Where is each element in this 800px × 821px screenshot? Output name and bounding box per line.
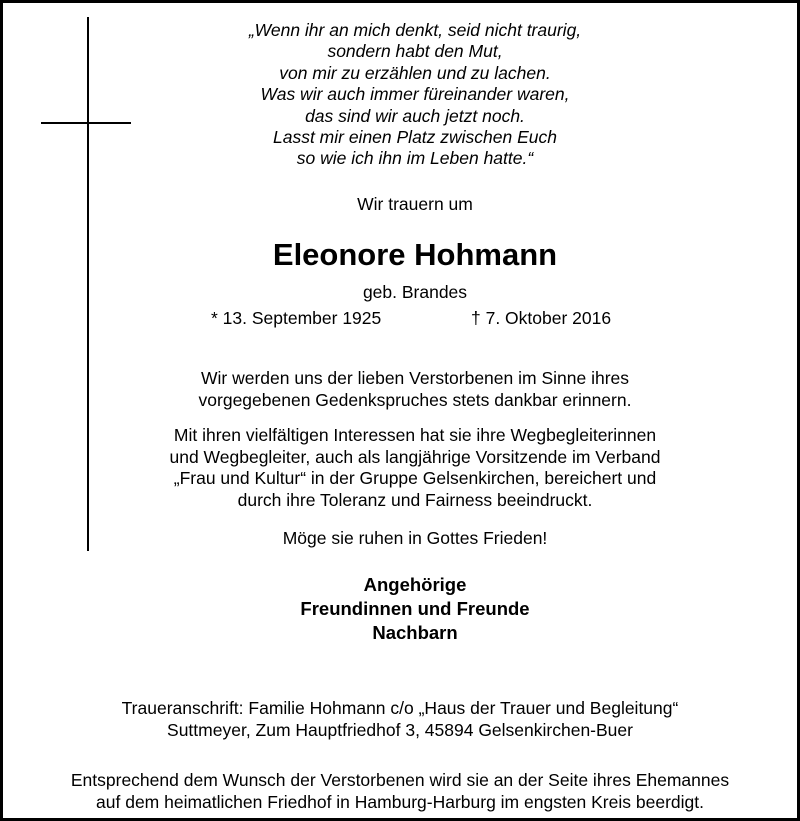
quote-line: Was wir auch immer füreinander waren, xyxy=(260,84,570,105)
paragraph-line: Mit ihren vielfältigen Interessen hat sie ihre Wegbegleiterinnen xyxy=(173,425,657,445)
birth-date: * 13. September 1925 xyxy=(211,308,382,328)
quote-line: „Wenn ihr an mich denkt, seid nicht traurig, xyxy=(248,20,582,40)
maiden-name: geb. Brandes xyxy=(362,282,468,302)
burial-note xyxy=(3,769,797,813)
address-line: Suttmeyer, Zum Hauptfriedhof 3, 45894 Gelsenkirchen-Buer xyxy=(167,720,633,740)
memorial-quote xyxy=(18,20,800,170)
note-line: Entsprechend dem Wunsch der Verstorbenen wird sie an der Seite ihres Ehemannes xyxy=(70,770,730,790)
paragraph-line: durch ihre Toleranz und Fairness beeindruckt. xyxy=(237,489,593,510)
address-line: Traueranschrift: Familie Hohmann c/o „Haus der Trauer und Begleitung“ xyxy=(121,698,679,718)
mourner-group: Freundinnen und Freunde xyxy=(300,598,530,619)
note-line: auf dem heimatlichen Friedhof in Hamburg-Harburg im engsten Kreis beerdigt. xyxy=(96,792,704,812)
mourner-group: Angehörige xyxy=(363,574,467,595)
quote-line: das sind wir auch jetzt noch. xyxy=(305,105,525,126)
quote-line: von mir zu erzählen und zu lachen. xyxy=(279,62,551,83)
mourning-intro: Wir trauern um xyxy=(357,194,473,214)
paragraph-line: und Wegbegleiter, auch als langjährige Vorsitzende im Verband xyxy=(169,446,661,467)
mourners-list xyxy=(18,573,800,645)
tribute-paragraph xyxy=(18,425,800,511)
death-date: † 7. Oktober 2016 xyxy=(471,308,612,328)
paragraph-line: Wir werden uns der lieben Verstorbenen im Sinne ihres xyxy=(201,368,629,388)
mourner-group: Nachbarn xyxy=(372,622,458,643)
blessing-line: Möge sie ruhen in Gottes Frieden! xyxy=(282,528,548,548)
quote-line: so wie ich ihn im Leben hatte.“ xyxy=(296,148,534,169)
deceased-name: Eleonore Hohmann xyxy=(272,237,558,272)
paragraph-line: „Frau und Kultur“ in der Gruppe Gelsenkirchen, bereichert und xyxy=(173,468,657,488)
remembrance-paragraph xyxy=(18,368,800,411)
mourning-address xyxy=(3,697,797,741)
quote-line: Lasst mir einen Platz zwischen Euch xyxy=(272,127,558,148)
quote-line: sondern habt den Mut, xyxy=(327,41,503,62)
paragraph-line: vorgegebenen Gedenkspruches stets dankbar erinnern. xyxy=(198,389,632,410)
